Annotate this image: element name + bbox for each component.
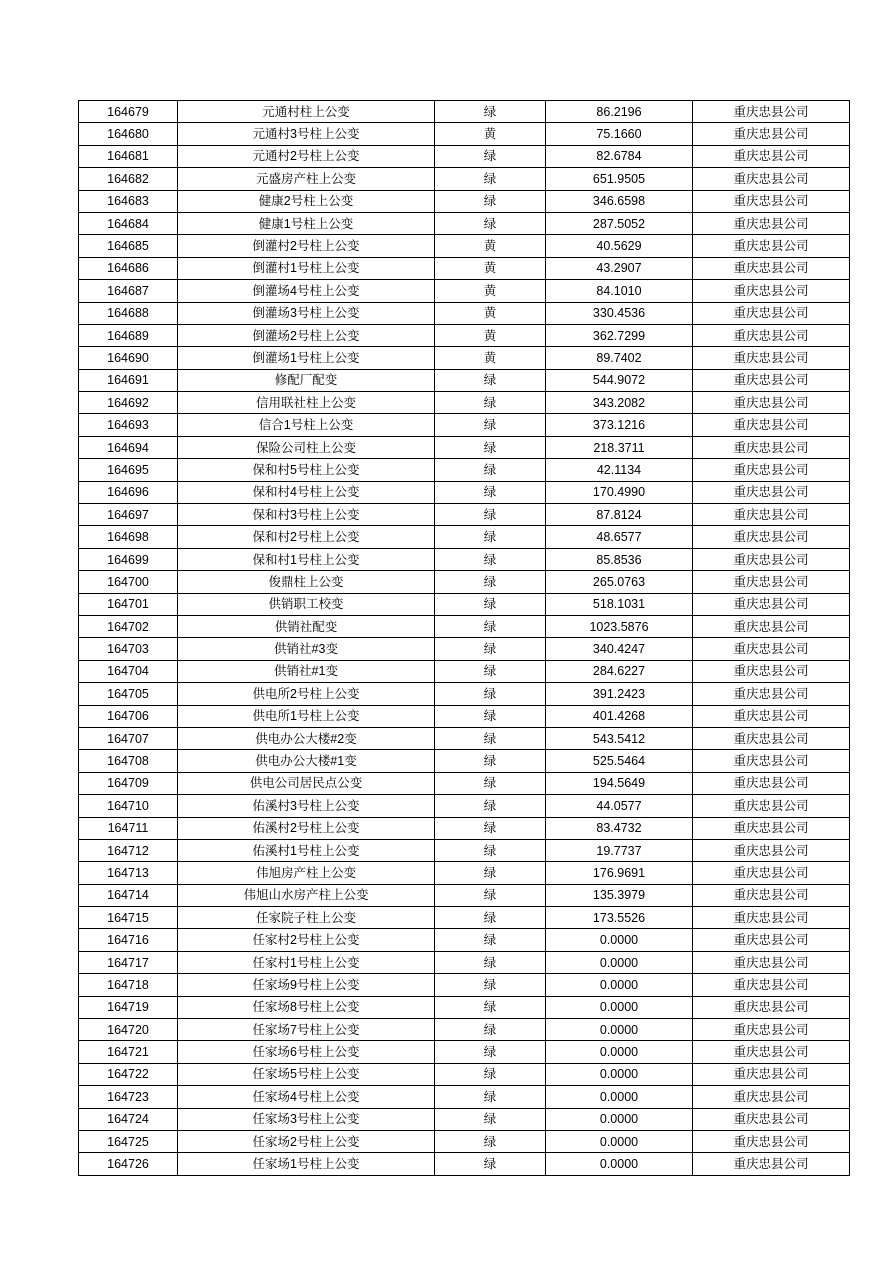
cell-id: 164714: [79, 884, 178, 906]
cell-value: 86.2196: [546, 101, 693, 123]
cell-name: 供销社#1变: [178, 660, 435, 682]
table-row: [79, 347, 850, 369]
cell-value: 330.4536: [546, 302, 693, 324]
cell-value: 40.5629: [546, 235, 693, 257]
cell-org: 重庆忠县公司: [693, 615, 850, 637]
cell-id: 164722: [79, 1063, 178, 1085]
cell-org: 重庆忠县公司: [693, 571, 850, 593]
cell-id: 164696: [79, 481, 178, 503]
cell-id: 164684: [79, 212, 178, 234]
cell-name: 倒灌场3号柱上公变: [178, 302, 435, 324]
cell-value: 0.0000: [546, 974, 693, 996]
cell-id: 164720: [79, 1019, 178, 1041]
cell-name: 供销社#3变: [178, 638, 435, 660]
table-row: [79, 302, 850, 324]
cell-name: 任家场1号柱上公变: [178, 1153, 435, 1175]
cell-id: 164717: [79, 951, 178, 973]
cell-color: 绿: [435, 884, 546, 906]
cell-id: 164725: [79, 1130, 178, 1152]
cell-value: 0.0000: [546, 1019, 693, 1041]
table-row: [79, 504, 850, 526]
cell-id: 164702: [79, 615, 178, 637]
cell-name: 元通村3号柱上公变: [178, 123, 435, 145]
table-row: [79, 974, 850, 996]
table-row: [79, 257, 850, 279]
table-row: [79, 795, 850, 817]
cell-name: 供销职工校变: [178, 593, 435, 615]
cell-color: 绿: [435, 548, 546, 570]
cell-org: 重庆忠县公司: [693, 638, 850, 660]
cell-org: 重庆忠县公司: [693, 862, 850, 884]
cell-id: 164695: [79, 459, 178, 481]
cell-id: 164711: [79, 817, 178, 839]
cell-value: 0.0000: [546, 1086, 693, 1108]
cell-org: 重庆忠县公司: [693, 884, 850, 906]
cell-id: 164708: [79, 750, 178, 772]
cell-name: 伟旭山水房产柱上公变: [178, 884, 435, 906]
cell-name: 元通村柱上公变: [178, 101, 435, 123]
cell-color: 绿: [435, 459, 546, 481]
cell-value: 401.4268: [546, 705, 693, 727]
table-row: [79, 190, 850, 212]
cell-color: 绿: [435, 839, 546, 861]
cell-name: 伟旭房产柱上公变: [178, 862, 435, 884]
cell-org: 重庆忠县公司: [693, 929, 850, 951]
cell-value: 0.0000: [546, 1130, 693, 1152]
cell-color: 绿: [435, 168, 546, 190]
cell-org: 重庆忠县公司: [693, 436, 850, 458]
table-row: [79, 571, 850, 593]
cell-value: 0.0000: [546, 1063, 693, 1085]
cell-id: 164682: [79, 168, 178, 190]
cell-name: 元盛房产柱上公变: [178, 168, 435, 190]
cell-value: 651.9505: [546, 168, 693, 190]
cell-color: 绿: [435, 615, 546, 637]
cell-org: 重庆忠县公司: [693, 1086, 850, 1108]
cell-name: 倒灌场2号柱上公变: [178, 324, 435, 346]
cell-id: 164683: [79, 190, 178, 212]
cell-id: 164723: [79, 1086, 178, 1108]
table-row: [79, 593, 850, 615]
table-row: [79, 212, 850, 234]
table-row: [79, 168, 850, 190]
cell-id: 164712: [79, 839, 178, 861]
cell-id: 164719: [79, 996, 178, 1018]
cell-color: 绿: [435, 392, 546, 414]
cell-color: 绿: [435, 907, 546, 929]
table-row: [79, 907, 850, 929]
cell-color: 绿: [435, 369, 546, 391]
cell-org: 重庆忠县公司: [693, 705, 850, 727]
cell-org: 重庆忠县公司: [693, 1019, 850, 1041]
cell-id: 164716: [79, 929, 178, 951]
table-row: [79, 884, 850, 906]
cell-name: 任家场9号柱上公变: [178, 974, 435, 996]
cell-id: 164679: [79, 101, 178, 123]
cell-value: 373.1216: [546, 414, 693, 436]
cell-org: 重庆忠县公司: [693, 235, 850, 257]
cell-name: 保和村4号柱上公变: [178, 481, 435, 503]
cell-id: 164699: [79, 548, 178, 570]
cell-org: 重庆忠县公司: [693, 660, 850, 682]
cell-color: 黄: [435, 123, 546, 145]
cell-org: 重庆忠县公司: [693, 190, 850, 212]
cell-id: 164713: [79, 862, 178, 884]
cell-value: 1023.5876: [546, 615, 693, 637]
cell-name: 倒灌场1号柱上公变: [178, 347, 435, 369]
cell-org: 重庆忠县公司: [693, 168, 850, 190]
cell-org: 重庆忠县公司: [693, 795, 850, 817]
cell-color: 绿: [435, 705, 546, 727]
cell-color: 绿: [435, 212, 546, 234]
cell-id: 164688: [79, 302, 178, 324]
cell-color: 绿: [435, 1108, 546, 1130]
table-row: [79, 324, 850, 346]
table-row: [79, 638, 850, 660]
cell-name: 倒灌场4号柱上公变: [178, 280, 435, 302]
cell-color: 黄: [435, 257, 546, 279]
cell-value: 87.8124: [546, 504, 693, 526]
cell-id: 164724: [79, 1108, 178, 1130]
cell-org: 重庆忠县公司: [693, 727, 850, 749]
cell-org: 重庆忠县公司: [693, 683, 850, 705]
table-row: [79, 1130, 850, 1152]
cell-color: 绿: [435, 974, 546, 996]
cell-color: 绿: [435, 638, 546, 660]
cell-color: 绿: [435, 436, 546, 458]
cell-color: 绿: [435, 996, 546, 1018]
cell-id: 164690: [79, 347, 178, 369]
cell-value: 544.9072: [546, 369, 693, 391]
table-row: [79, 750, 850, 772]
cell-color: 绿: [435, 1153, 546, 1175]
table-row: [79, 123, 850, 145]
cell-color: 绿: [435, 1019, 546, 1041]
cell-id: 164685: [79, 235, 178, 257]
table-row: [79, 392, 850, 414]
cell-color: 绿: [435, 1063, 546, 1085]
cell-org: 重庆忠县公司: [693, 750, 850, 772]
cell-id: 164710: [79, 795, 178, 817]
cell-color: 绿: [435, 481, 546, 503]
table-row: [79, 862, 850, 884]
cell-id: 164689: [79, 324, 178, 346]
cell-name: 佑溪村2号柱上公变: [178, 817, 435, 839]
cell-name: 健康2号柱上公变: [178, 190, 435, 212]
cell-org: 重庆忠县公司: [693, 324, 850, 346]
cell-org: 重庆忠县公司: [693, 1153, 850, 1175]
cell-org: 重庆忠县公司: [693, 996, 850, 1018]
cell-org: 重庆忠县公司: [693, 839, 850, 861]
cell-id: 164701: [79, 593, 178, 615]
cell-name: 保和村1号柱上公变: [178, 548, 435, 570]
cell-org: 重庆忠县公司: [693, 1063, 850, 1085]
cell-org: 重庆忠县公司: [693, 369, 850, 391]
cell-id: 164698: [79, 526, 178, 548]
table-row: [79, 683, 850, 705]
cell-value: 48.6577: [546, 526, 693, 548]
cell-name: 保和村5号柱上公变: [178, 459, 435, 481]
table-row: [79, 951, 850, 973]
cell-id: 164721: [79, 1041, 178, 1063]
cell-value: 346.6598: [546, 190, 693, 212]
cell-value: 176.9691: [546, 862, 693, 884]
cell-org: 重庆忠县公司: [693, 907, 850, 929]
cell-name: 供销社配变: [178, 615, 435, 637]
cell-id: 164700: [79, 571, 178, 593]
cell-color: 绿: [435, 772, 546, 794]
cell-org: 重庆忠县公司: [693, 101, 850, 123]
cell-name: 俊鼎柱上公变: [178, 571, 435, 593]
cell-id: 164704: [79, 660, 178, 682]
cell-name: 任家场3号柱上公变: [178, 1108, 435, 1130]
cell-value: 0.0000: [546, 951, 693, 973]
table-row: [79, 526, 850, 548]
cell-name: 信用联社柱上公变: [178, 392, 435, 414]
table-row: [79, 817, 850, 839]
cell-id: 164718: [79, 974, 178, 996]
cell-name: 保和村3号柱上公变: [178, 504, 435, 526]
cell-value: 284.6227: [546, 660, 693, 682]
cell-name: 任家场5号柱上公变: [178, 1063, 435, 1085]
cell-name: 任家村2号柱上公变: [178, 929, 435, 951]
table-row: [79, 280, 850, 302]
table-row: [79, 414, 850, 436]
cell-org: 重庆忠县公司: [693, 280, 850, 302]
cell-color: 绿: [435, 727, 546, 749]
cell-value: 0.0000: [546, 996, 693, 1018]
cell-color: 绿: [435, 750, 546, 772]
cell-org: 重庆忠县公司: [693, 392, 850, 414]
cell-name: 供电所2号柱上公变: [178, 683, 435, 705]
cell-name: 任家院子柱上公变: [178, 907, 435, 929]
cell-name: 倒灌村1号柱上公变: [178, 257, 435, 279]
table-row: [79, 660, 850, 682]
cell-color: 绿: [435, 101, 546, 123]
cell-value: 135.3979: [546, 884, 693, 906]
cell-color: 黄: [435, 280, 546, 302]
cell-name: 任家村1号柱上公变: [178, 951, 435, 973]
cell-name: 倒灌村2号柱上公变: [178, 235, 435, 257]
cell-id: 164687: [79, 280, 178, 302]
cell-color: 绿: [435, 1130, 546, 1152]
cell-name: 供电办公大楼#2变: [178, 727, 435, 749]
cell-id: 164715: [79, 907, 178, 929]
table-row: [79, 369, 850, 391]
cell-color: 绿: [435, 414, 546, 436]
cell-color: 黄: [435, 324, 546, 346]
table-row: [79, 1063, 850, 1085]
cell-id: 164706: [79, 705, 178, 727]
cell-name: 任家场2号柱上公变: [178, 1130, 435, 1152]
cell-value: 194.5649: [546, 772, 693, 794]
cell-name: 任家场8号柱上公变: [178, 996, 435, 1018]
cell-id: 164681: [79, 145, 178, 167]
cell-value: 0.0000: [546, 929, 693, 951]
cell-org: 重庆忠县公司: [693, 481, 850, 503]
cell-id: 164691: [79, 369, 178, 391]
cell-org: 重庆忠县公司: [693, 951, 850, 973]
table-row: [79, 1086, 850, 1108]
cell-color: 绿: [435, 795, 546, 817]
cell-value: 75.1660: [546, 123, 693, 145]
cell-name: 保险公司柱上公变: [178, 436, 435, 458]
table-row: [79, 839, 850, 861]
cell-color: 绿: [435, 683, 546, 705]
cell-value: 543.5412: [546, 727, 693, 749]
cell-color: 绿: [435, 929, 546, 951]
cell-name: 任家场6号柱上公变: [178, 1041, 435, 1063]
cell-name: 保和村2号柱上公变: [178, 526, 435, 548]
cell-org: 重庆忠县公司: [693, 817, 850, 839]
cell-color: 绿: [435, 504, 546, 526]
table-row: [79, 929, 850, 951]
table-row: [79, 1041, 850, 1063]
cell-color: 绿: [435, 1086, 546, 1108]
cell-org: 重庆忠县公司: [693, 145, 850, 167]
cell-id: 164707: [79, 727, 178, 749]
cell-id: 164680: [79, 123, 178, 145]
table-row: [79, 1108, 850, 1130]
cell-value: 84.1010: [546, 280, 693, 302]
cell-org: 重庆忠县公司: [693, 302, 850, 324]
cell-name: 修配厂配变: [178, 369, 435, 391]
table-row: [79, 145, 850, 167]
cell-name: 佑溪村3号柱上公变: [178, 795, 435, 817]
cell-value: 265.0763: [546, 571, 693, 593]
cell-name: 供电办公大楼#1变: [178, 750, 435, 772]
cell-org: 重庆忠县公司: [693, 414, 850, 436]
cell-name: 供电公司居民点公变: [178, 772, 435, 794]
cell-value: 19.7737: [546, 839, 693, 861]
cell-value: 0.0000: [546, 1108, 693, 1130]
cell-color: 绿: [435, 862, 546, 884]
cell-color: 绿: [435, 145, 546, 167]
cell-id: 164705: [79, 683, 178, 705]
cell-name: 信合1号柱上公变: [178, 414, 435, 436]
cell-color: 绿: [435, 1041, 546, 1063]
table-row: [79, 705, 850, 727]
table-row: [79, 727, 850, 749]
cell-name: 元通村2号柱上公变: [178, 145, 435, 167]
cell-color: 绿: [435, 660, 546, 682]
table-row: [79, 615, 850, 637]
cell-value: 518.1031: [546, 593, 693, 615]
cell-id: 164703: [79, 638, 178, 660]
cell-org: 重庆忠县公司: [693, 459, 850, 481]
cell-value: 287.5052: [546, 212, 693, 234]
transformer-data-table: [78, 100, 850, 1176]
table-row: [79, 235, 850, 257]
cell-color: 黄: [435, 235, 546, 257]
cell-org: 重庆忠县公司: [693, 1108, 850, 1130]
cell-color: 黄: [435, 302, 546, 324]
cell-value: 218.3711: [546, 436, 693, 458]
cell-name: 供电所1号柱上公变: [178, 705, 435, 727]
cell-org: 重庆忠县公司: [693, 1041, 850, 1063]
cell-value: 0.0000: [546, 1153, 693, 1175]
cell-value: 44.0577: [546, 795, 693, 817]
cell-org: 重庆忠县公司: [693, 593, 850, 615]
cell-org: 重庆忠县公司: [693, 123, 850, 145]
cell-value: 170.4990: [546, 481, 693, 503]
table-row: [79, 996, 850, 1018]
cell-org: 重庆忠县公司: [693, 347, 850, 369]
cell-org: 重庆忠县公司: [693, 526, 850, 548]
cell-color: 绿: [435, 526, 546, 548]
table-row: [79, 459, 850, 481]
cell-org: 重庆忠县公司: [693, 257, 850, 279]
cell-value: 525.5464: [546, 750, 693, 772]
table-body: [79, 101, 850, 1176]
cell-name: 佑溪村1号柱上公变: [178, 839, 435, 861]
cell-id: 164692: [79, 392, 178, 414]
cell-value: 42.1134: [546, 459, 693, 481]
cell-color: 绿: [435, 190, 546, 212]
table-row: [79, 1019, 850, 1041]
cell-color: 绿: [435, 571, 546, 593]
cell-id: 164726: [79, 1153, 178, 1175]
cell-value: 89.7402: [546, 347, 693, 369]
cell-color: 绿: [435, 817, 546, 839]
table-row: [79, 548, 850, 570]
cell-value: 83.4732: [546, 817, 693, 839]
table-row: [79, 101, 850, 123]
table-row: [79, 1153, 850, 1175]
cell-value: 0.0000: [546, 1041, 693, 1063]
cell-org: 重庆忠县公司: [693, 1130, 850, 1152]
cell-id: 164694: [79, 436, 178, 458]
cell-name: 任家场7号柱上公变: [178, 1019, 435, 1041]
cell-org: 重庆忠县公司: [693, 548, 850, 570]
cell-value: 173.5526: [546, 907, 693, 929]
cell-value: 343.2082: [546, 392, 693, 414]
cell-org: 重庆忠县公司: [693, 974, 850, 996]
cell-value: 82.6784: [546, 145, 693, 167]
cell-id: 164693: [79, 414, 178, 436]
cell-color: 绿: [435, 593, 546, 615]
cell-id: 164697: [79, 504, 178, 526]
cell-id: 164709: [79, 772, 178, 794]
cell-color: 绿: [435, 951, 546, 973]
table-row: [79, 436, 850, 458]
cell-name: 任家场4号柱上公变: [178, 1086, 435, 1108]
cell-org: 重庆忠县公司: [693, 212, 850, 234]
cell-value: 340.4247: [546, 638, 693, 660]
cell-value: 85.8536: [546, 548, 693, 570]
cell-name: 健康1号柱上公变: [178, 212, 435, 234]
cell-id: 164686: [79, 257, 178, 279]
cell-value: 362.7299: [546, 324, 693, 346]
cell-org: 重庆忠县公司: [693, 504, 850, 526]
table-row: [79, 481, 850, 503]
cell-value: 43.2907: [546, 257, 693, 279]
cell-org: 重庆忠县公司: [693, 772, 850, 794]
cell-value: 391.2423: [546, 683, 693, 705]
table-row: [79, 772, 850, 794]
cell-color: 黄: [435, 347, 546, 369]
